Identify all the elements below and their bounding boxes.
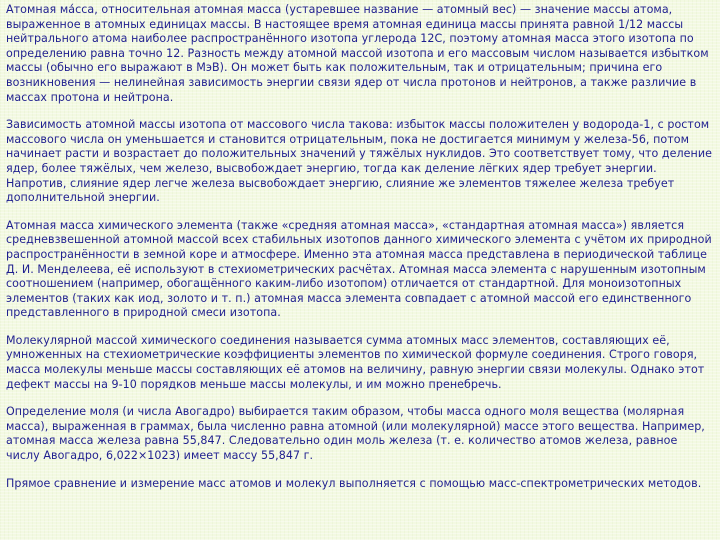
paragraph-element-atomic-mass: Атомная масса химического элемента (также «средняя атомная масса», «стандартная атомная масса») является средневзвешенной атомной массой всех стабильных изотопов данного химического элемента с учётом их природной распространённости в земной коре и атмосфере. Именно эта атомная масса представлена в периодической таблице Д. И. Менделеева, её используют в стехиометрических расчётах. Атомная масса элемента с нарушенным изотопным соотношением (например, обогащённого каким-либо изотопом) отличается от стандартной. Для моноизотопных элементов (таких как иод, золото и т. п.) атомная масса элемента совпадает с атомной массой его единственного представленного в природной смеси изотопа. <box>6 218 712 320</box>
paragraph-mass-excess-dependence: Зависимость атомной массы изотопа от массового числа такова: избыток массы положителен у водорода-1, с ростом массового числа он уменьшается и становится отрицательным, пока не достигается минимум у железа-56, потом начинает расти и возрастает до положительных значений у тяжёлых нуклидов. Это соответствует тому, что деление ядер, более тяжёлых, чем железо, высвобождает энергию, тогда как деление лёгких ядер требует энергии. Напротив, слияние ядер легче железа высвобождает энергию, слияние же элементов тяжелее железа требует дополнительной энергии. <box>6 118 712 205</box>
paragraph-mole-definition: Определение моля (и числа Авогадро) выбирается таким образом, чтобы масса одного моля вещества (молярная масса), выраженная в граммах, была численно равна атомной (или молекулярной) массе этого вещества. Например, атомная масса железа равна 55,847. Следовательно один моль железа (т. е. количество атомов железа, равное числу Авогадро, 6,022×1023) имеет массу 55,847 г. <box>6 405 705 463</box>
paragraph-mass-spectrometry: Прямое сравнение и измерение масс атомов и молекул выполняется с помощью масс-спектрометрических методов. <box>6 476 702 490</box>
paragraph-molecular-mass: Молекулярной массой химического соединения называется сумма атомных масс элементов, составляющих её, умноженных на стехиометрические коэффициенты элементов по химической формуле соединения. Строго говоря, масса молекулы меньше массы составляющих её атомов на величину, равную энергии связи молекулы. Однако этот дефект массы на 9-10 порядков меньше массы молекулы, и им можно пренебречь. <box>6 333 705 391</box>
paragraph-atomic-mass-definition: Атомная ма́сса, относительная атомная масса (устаревшее название — атомный вес) — значение массы атома, выраженное в атомных единицах массы. В настоящее время атомная единица массы принята равной 1/12 массы нейтрального атома наиболее распространённого изотопа углерода 12C, поэтому атомная масса этого изотопа по определению равна точно 12. Разность между атомной массой изотопа и его массовым числом называется избытком массы (обычно его выражают в МэВ). Он может быть как положительным, так и отрицательным; причина его возникновения — нелинейная зависимость энергии связи ядер от числа протонов и нейтронов, а также различие в массах протона и нейтрона. <box>6 3 709 104</box>
